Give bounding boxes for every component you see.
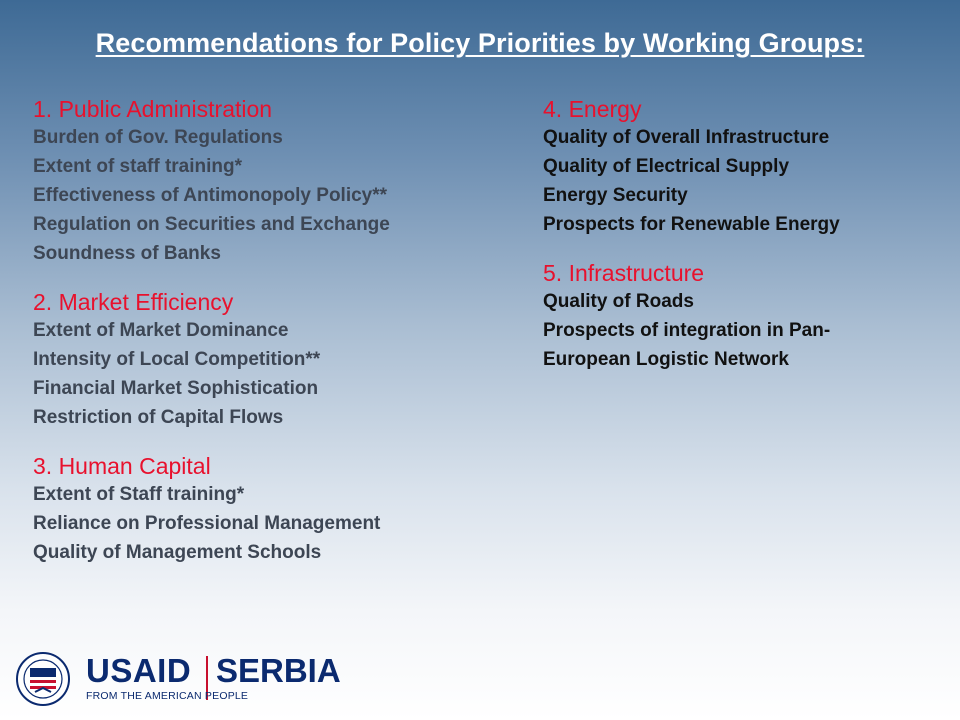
section-infrastructure (543, 259, 943, 374)
list-item: Quality of Electrical Supply (543, 156, 790, 177)
right-column (543, 95, 943, 394)
logo-tagline: FROM THE AMERICAN PEOPLE (86, 690, 249, 702)
list-item: Reliance on Professional Management (33, 513, 381, 534)
list-item: Extent of Staff training* (33, 484, 245, 505)
list-item: Soundness of Banks (33, 243, 221, 264)
list-item: Burden of Gov. Regulations (33, 127, 283, 148)
list-item: Prospects for Renewable Energy (543, 214, 840, 235)
usaid-seal-icon (16, 652, 70, 706)
list-item: Energy Security (543, 185, 688, 206)
list-item: Intensity of Local Competition** (33, 349, 321, 370)
section-market-efficiency (33, 288, 503, 432)
section-heading: 2. Market Efficiency (33, 289, 234, 315)
page-title: Recommendations for Policy Priorities by Working Groups: (95, 28, 865, 58)
list-item: Quality of Management Schools (33, 542, 322, 563)
left-column (33, 95, 503, 587)
list-item: Prospects of integration in Pan- (543, 320, 831, 341)
country-wordmark: SERBIA (216, 652, 341, 689)
list-item: Effectiveness of Antimonopoly Policy** (33, 185, 388, 206)
usaid-serbia-logo (16, 650, 346, 706)
list-item: Extent of staff training* (33, 156, 243, 177)
list-item: Restriction of Capital Flows (33, 407, 284, 428)
list-item: European Logistic Network (543, 349, 789, 370)
list-item: Regulation on Securities and Exchange (33, 214, 390, 235)
section-heading: 4. Energy (543, 96, 642, 122)
usaid-wordmark: USAID (86, 652, 192, 689)
list-item: Extent of Market Dominance (33, 320, 289, 341)
list-item: Financial Market Sophistication (33, 378, 319, 399)
section-heading: 5. Infrastructure (543, 260, 705, 286)
section-human-capital (33, 452, 503, 567)
section-energy (543, 95, 943, 239)
section-heading: 1. Public Administration (33, 96, 273, 122)
section-heading: 3. Human Capital (33, 453, 211, 479)
section-public-administration (33, 95, 503, 268)
list-item: Quality of Overall Infrastructure (543, 127, 830, 148)
list-item: Quality of Roads (543, 291, 694, 312)
